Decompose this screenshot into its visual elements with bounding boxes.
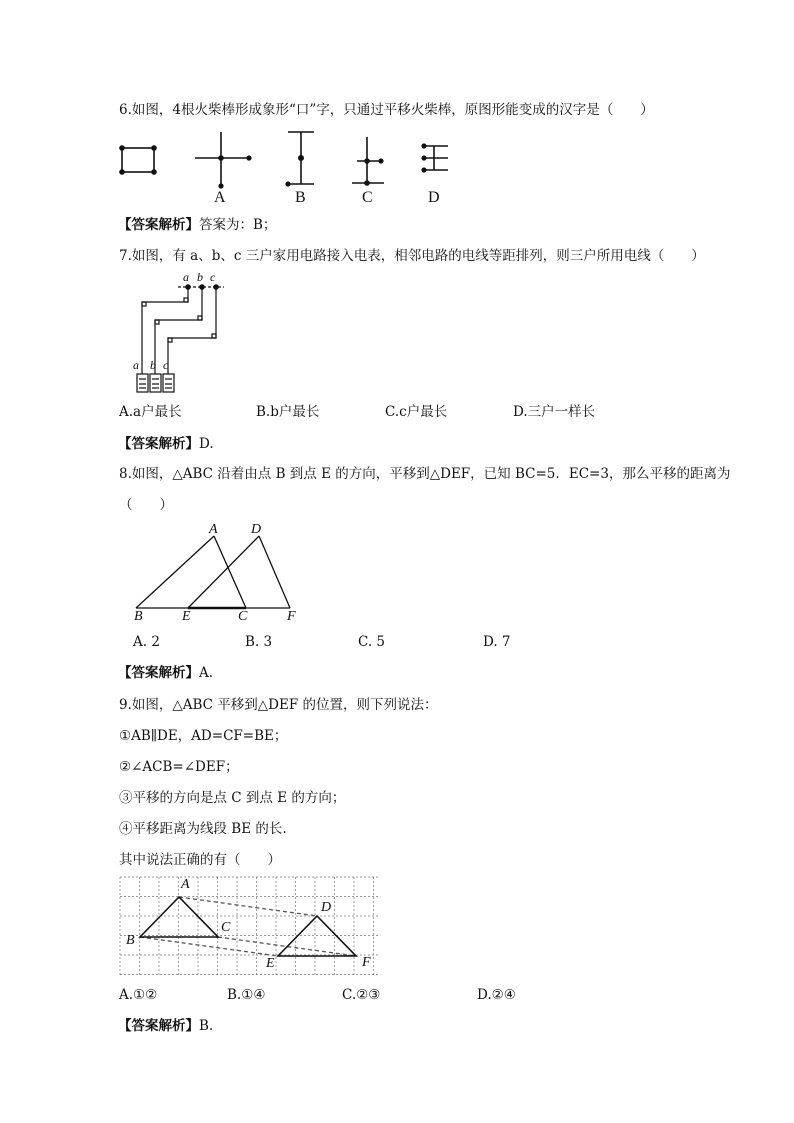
q9-stem: 9.如图，△ABC 平移到△DEF 的位置，则下列说法：: [119, 697, 438, 713]
q7-option-b: B.b户最长: [256, 404, 320, 420]
q8-stem-line2: （ ）: [119, 497, 173, 513]
q8-point-d: D: [251, 522, 262, 537]
q7-answer-text: D.: [199, 436, 214, 452]
q8-answer-tag: 【答案解析】: [118, 665, 199, 681]
q8-option-d: D. 7: [483, 634, 511, 650]
q8-option-c: C. 5: [358, 634, 386, 650]
q7-option-d: D.三户一样长: [513, 404, 596, 420]
q9-answer: [118, 1017, 213, 1035]
q8-option-b: B. 3: [245, 634, 273, 650]
q7-option-a: A.a户最长: [119, 404, 182, 420]
q8-point-a: A: [209, 522, 218, 537]
q8-point-c: C: [238, 609, 248, 624]
q9-point-d: D: [321, 900, 332, 915]
q8-point-e: E: [182, 609, 191, 624]
q7-bottom-label-c: c: [163, 358, 169, 372]
q7-top-label-a: a: [183, 270, 189, 284]
q8-stem-line1: 8.如图，△ABC 沿着由点 B 到点 E 的方向，平移到△DEF，已知 BC=5．EC=3，那么平移的距离为: [119, 466, 731, 482]
q6-label-d: D: [428, 189, 440, 206]
q9-point-a: A: [181, 877, 190, 892]
q6-label-c: C: [362, 189, 373, 206]
q6-label-b: B: [295, 189, 306, 206]
q9-figure: [120, 877, 380, 977]
q7-stem: 7.如图，有 a、b、c 三户家用电路接入电表，相邻电路的电线等距排列，则三户所用电线（ ）: [119, 248, 705, 264]
q8-point-b: B: [134, 609, 143, 624]
q9-statement-1: ①AB∥DE，AD=CF=BE；: [119, 728, 288, 744]
q9-point-e: E: [266, 956, 275, 971]
q9-option-d: D.②④: [477, 987, 516, 1003]
q9-option-c: C.②③: [342, 987, 381, 1003]
q9-question: 其中说法正确的有（ ）: [119, 852, 281, 868]
q9-answer-text: B.: [199, 1018, 214, 1034]
q9-statement-3: ③平移的方向是点 C 到点 E 的方向；: [119, 790, 346, 806]
q9-statement-2: ②∠ACB=∠DEF；: [119, 759, 239, 775]
q7-bottom-label-b: b: [150, 358, 156, 372]
q6-answer-text: 答案为：B；: [199, 217, 277, 233]
q9-answer-tag: 【答案解析】: [118, 1018, 199, 1034]
q6-answer-tag: 【答案解析】: [118, 217, 199, 233]
q7-option-c: C.c户最长: [385, 404, 448, 420]
q8-answer-text: A.: [199, 665, 214, 681]
q7-answer-tag: 【答案解析】: [118, 436, 199, 452]
q8-point-f: F: [287, 609, 296, 624]
q9-point-c: C: [221, 920, 231, 935]
q9-point-b: B: [126, 933, 135, 948]
q7-bottom-label-a: a: [133, 358, 139, 372]
q6-stem: 6.如图，4根火柴棒形成象形“口”字，只通过平移火柴棒，原图形能变成的汉字是（ ）: [119, 102, 654, 118]
q9-statement-4: ④平移距离为线段 BE 的长.: [119, 821, 287, 837]
q9-option-a: A.①②: [119, 987, 158, 1003]
q7-top-label-b: b: [197, 270, 203, 284]
q8-answer: [118, 664, 213, 682]
q6-label-a: A: [214, 189, 226, 206]
q7-top-label-c: c: [210, 270, 216, 284]
q9-point-f: F: [362, 955, 371, 970]
q8-option-a: A. 2: [133, 634, 160, 650]
q9-option-b: B.①④: [227, 987, 266, 1003]
